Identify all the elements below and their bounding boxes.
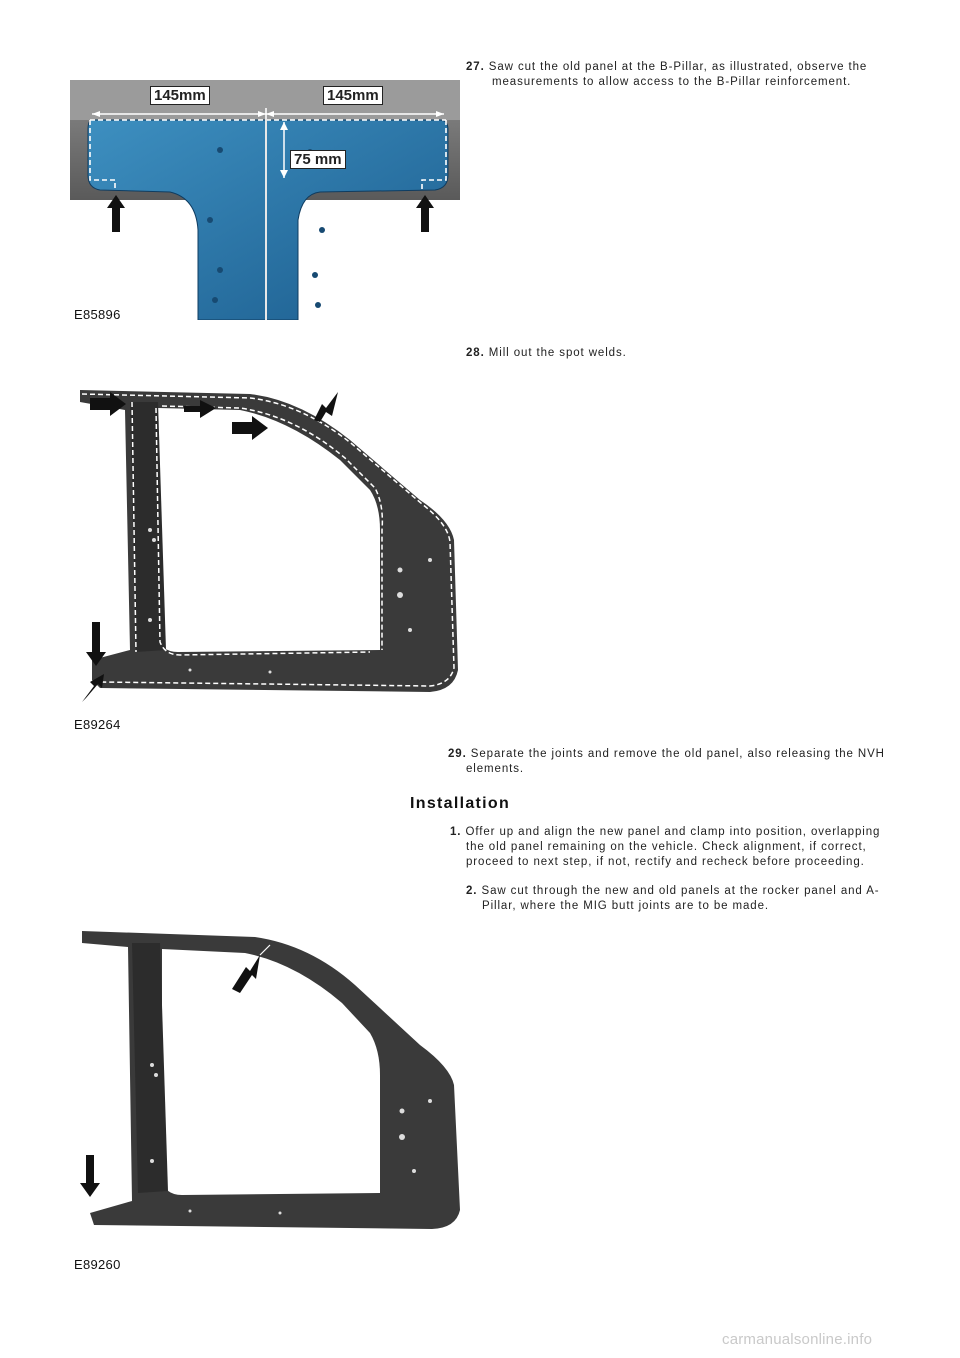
figure-new-panel-cuts (80, 925, 470, 1245)
step-29 (448, 747, 906, 777)
figure-id-label: E89260 (74, 1257, 121, 1272)
install-step-2 (466, 884, 902, 914)
figure-id-label: E85896 (74, 307, 121, 322)
side-panel-illustration (70, 380, 470, 710)
figure-side-panel-welds (70, 380, 470, 710)
step-27 (466, 60, 912, 90)
step-number: 2. (466, 885, 478, 897)
figure-bpillar-cut (70, 80, 460, 320)
watermark-text: carmanualsonline.info (722, 1331, 873, 1348)
step-text: Mill out the spot welds. (488, 347, 627, 359)
step-28 (466, 346, 886, 361)
step-text: Saw cut the old panel at the B-Pillar, as illustrated, observe the measurements to allow access to the B-Pillar reinforcement. (488, 61, 868, 88)
step-text: Offer up and align the new panel and clamp into position, overlapping the old panel remaining on the vehicle. Check alignment, if correct, proceed to next step, if not, rectify and recheck before proceeding. (465, 826, 881, 868)
new-panel-illustration (80, 925, 470, 1245)
step-number: 28. (466, 347, 485, 359)
section-heading-installation: Installation (410, 795, 511, 812)
dim-label-left: 145mm (150, 86, 210, 105)
figure-id-label: E89264 (74, 717, 121, 732)
step-number: 27. (466, 61, 485, 73)
dim-label-height: 75 mm (290, 150, 346, 169)
step-text: Saw cut through the new and old panels at the rocker panel and A-Pillar, where the MIG butt joints are to be made. (481, 885, 880, 912)
dim-label-right: 145mm (323, 86, 383, 105)
step-number: 1. (450, 826, 462, 838)
step-number: 29. (448, 748, 467, 760)
install-step-1 (450, 825, 896, 870)
step-text: Separate the joints and remove the old panel, also releasing the NVH elements. (466, 748, 885, 775)
bpillar-cut-illustration (70, 80, 460, 320)
